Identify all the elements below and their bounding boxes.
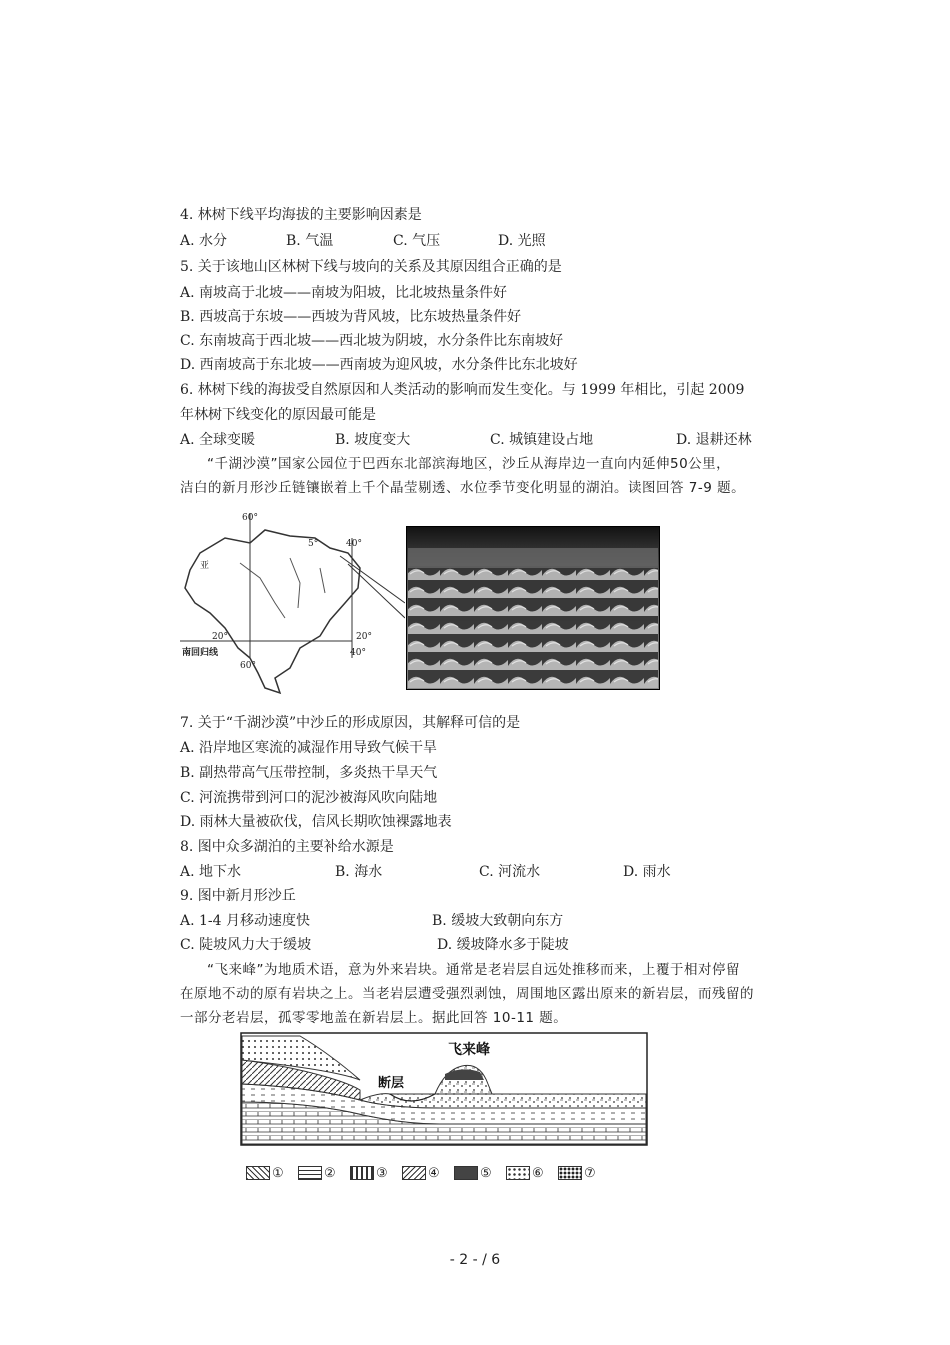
- map-label-5: 5°: [308, 539, 319, 549]
- legend-label-4: ④: [428, 1165, 440, 1181]
- q4-option-c: C. 气压: [393, 233, 441, 249]
- q4-option-d: D. 光照: [498, 233, 546, 249]
- legend-swatch-4: [402, 1166, 426, 1180]
- q6-stem-line2: 年林树下线变化的原因最可能是: [180, 407, 376, 423]
- q7-option-c: C. 河流携带到河口的泥沙被海风吹向陆地: [180, 790, 438, 806]
- klippe-cross-section: [240, 1032, 650, 1160]
- passage-klippe: [180, 958, 785, 1030]
- q6-option-c: C. 城镇建设占地: [490, 432, 594, 448]
- legend-swatch-3: [350, 1166, 374, 1180]
- legend-item-5: [454, 1164, 492, 1182]
- legend-label-5: ⑤: [480, 1165, 492, 1181]
- q4-option-a: A. 水分: [180, 233, 228, 249]
- q9-option-b: B. 缓坡大致朝向东方: [432, 913, 564, 929]
- dune-lakes-photo: [406, 526, 660, 690]
- passage2-line1: “飞来峰”为地质术语，意为外来岩块。通常是老岩层自远处推移而来，上覆于相对停留: [207, 962, 740, 978]
- legend-item-2: [298, 1164, 336, 1182]
- callout-line-2: [348, 564, 405, 618]
- q5-option-a: A. 南坡高于北坡——南坡为阳坡，比北坡热量条件好: [180, 285, 508, 301]
- map-label-40: 40°: [346, 539, 362, 549]
- q7-option-b: B. 副热带高气压带控制，多炎热干旱天气: [180, 765, 438, 781]
- q4-option-b: B. 气温: [286, 233, 334, 249]
- cross-section-legend: [246, 1164, 646, 1182]
- legend-label-3: ③: [376, 1165, 388, 1181]
- rivers: [240, 558, 325, 618]
- q9-option-d: D. 缓坡降水多于陡坡: [437, 937, 569, 953]
- q9-option-a: A. 1-4 月移动速度快: [180, 913, 311, 929]
- q4-stem: 4. 林树下线平均海拔的主要影响因素是: [180, 207, 422, 223]
- label-klippe: 飞来峰: [448, 1042, 490, 1058]
- passage2-line2: 在原地不动的原有岩块之上。当老岩层遭受强烈剥蚀，周围地区露出原来的新岩层，而残留的: [180, 986, 754, 1002]
- passage-thousand-lakes: [180, 452, 785, 500]
- legend-item-7: [558, 1164, 596, 1182]
- q7-option-a: A. 沿岸地区寒流的减湿作用导致气候干旱: [180, 740, 438, 756]
- map-label-20-left: 20°: [212, 632, 228, 642]
- q6-option-b: B. 坡度变大: [335, 432, 411, 448]
- map-label-20-right: 20°: [356, 632, 372, 642]
- legend-item-1: [246, 1164, 284, 1182]
- q5-option-c: C. 东南坡高于西北坡——西北坡为阴坡，水分条件比东南坡好: [180, 333, 564, 349]
- legend-label-2: ②: [324, 1165, 336, 1181]
- q9-stem: 9. 图中新月形沙丘: [180, 888, 296, 904]
- q8-option-a: A. 地下水: [180, 864, 242, 880]
- legend-swatch-5: [454, 1166, 478, 1180]
- legend-item-4: [402, 1164, 440, 1182]
- legend-swatch-6: [506, 1166, 530, 1180]
- legend-label-1: ①: [272, 1165, 284, 1181]
- q6-option-a: A. 全球变暖: [180, 432, 256, 448]
- q5-option-d: D. 西南坡高于东北坡——西南坡为迎风坡，水分条件比东北坡好: [180, 357, 578, 373]
- q8-option-d: D. 雨水: [623, 864, 671, 880]
- legend-label-6: ⑥: [532, 1165, 544, 1181]
- legend-item-3: [350, 1164, 388, 1182]
- q9-option-c: C. 陡坡风力大于缓坡: [180, 937, 312, 953]
- q8-option-b: B. 海水: [335, 864, 383, 880]
- map-label-60-top: 60°: [242, 513, 258, 523]
- map-label-60-bottom: 60°: [240, 661, 256, 671]
- label-fault: 断层: [378, 1076, 405, 1091]
- q7-stem: 7. 关于“千湖沙漠”中沙丘的形成原因，其解释可信的是: [180, 715, 521, 731]
- brazil-map: [180, 508, 405, 698]
- legend-swatch-1: [246, 1166, 270, 1180]
- page-number: - 2 - / 6: [449, 1252, 501, 1268]
- q6-stem-line1: 6. 林树下线的海拔受自然原因和人类活动的影响而发生变化。与 1999 年相比，引起 2009: [180, 382, 745, 398]
- legend-label-7: ⑦: [584, 1165, 596, 1181]
- passage1-line2: 洁白的新月形沙丘链镶嵌着上千个晶莹剔透、水位季节变化明显的湖泊。读图回答 7-9 题。: [180, 480, 746, 496]
- map-label-state: 亚: [200, 561, 210, 571]
- passage2-line3: 一部分老岩层，孤零零地盖在新岩层上。据此回答 10-11 题。: [180, 1010, 568, 1026]
- q8-stem: 8. 图中众多湖泊的主要补给水源是: [180, 839, 394, 855]
- legend-item-6: [506, 1164, 544, 1182]
- q5-stem: 5. 关于该地山区林树下线与坡向的关系及其原因组合正确的是: [180, 259, 562, 275]
- brazil-outline: [185, 530, 360, 693]
- passage1-line1: “千湖沙漠”国家公园位于巴西东北部滨海地区，沙丘从海岸边一直向内延伸50公里，: [207, 456, 731, 472]
- legend-swatch-2: [298, 1166, 322, 1180]
- q5-option-b: B. 西坡高于东坡——西坡为背风坡，比东坡热量条件好: [180, 309, 522, 325]
- q7-option-d: D. 雨林大量被砍伐，信风长期吹蚀裸露地表: [180, 814, 452, 830]
- legend-swatch-7: [558, 1166, 582, 1180]
- q6-option-d: D. 退耕还林: [676, 432, 752, 448]
- map-label-tropic: 南回归线: [182, 648, 219, 658]
- callout-line-1: [340, 556, 405, 603]
- q8-option-c: C. 河流水: [479, 864, 541, 880]
- map-label-40-bottom: 40°: [350, 648, 366, 658]
